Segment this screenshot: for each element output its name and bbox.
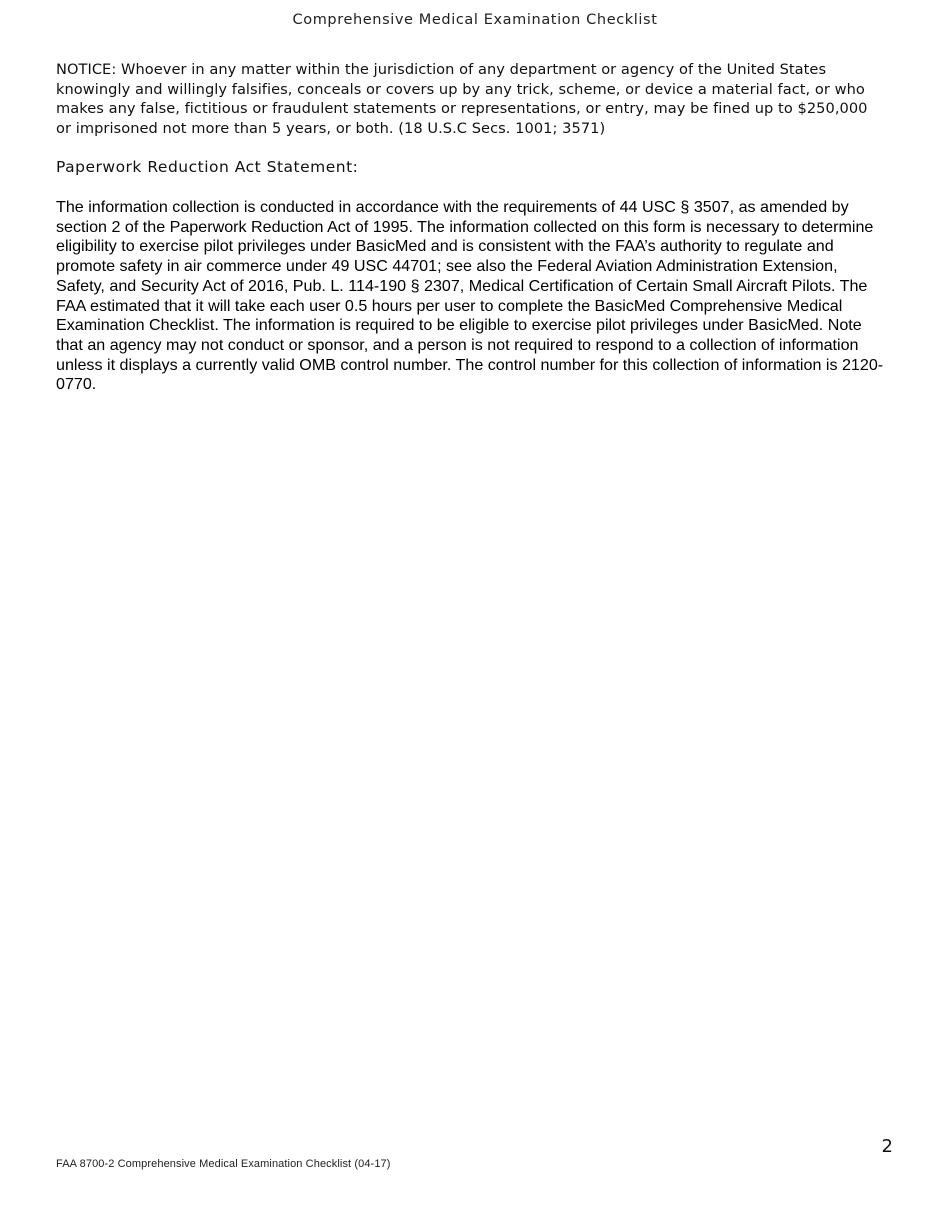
page-number: 2 [881,1136,893,1157]
paperwork-reduction-heading: Paperwork Reduction Act Statement: [56,158,359,176]
page-header-title: Comprehensive Medical Examination Checklist [292,12,658,28]
notice-paragraph: NOTICE: Whoever in any matter within the jurisdiction of any department or agency of the United States knowingly and willingly falsifies, conceals or covers up by any trick, scheme, or device a material fact, or who makes any false, fictitious or fraudulent statements or representations, or entry, may be fined up to $250,000 or imprisoned not more than 5 years, or both. (18 U.S.C Secs. 1001; 3571) [56,61,868,138]
paperwork-reduction-statement: The information collection is conducted in accordance with the requirements of 44 USC § 3507, as amended by section 2 of the Paperwork Reduction Act of 1995. The information collected on this form is necessary to determine eligibility to exercise pilot privileges under BasicMed and is consistent with the FAA’s authority to regulate and promote safety in air commerce under 49 USC 44701; see also the Federal Aviation Administration Extension, Safety, and Security Act of 2016, Pub. L. 114-190 § 2307, Medical Certification of Certain Small Aircraft Pilots. The FAA estimated that it will take each user 0.5 hours per user to complete the BasicMed Comprehensive Medical Examination Checklist. The information is required to be eligible to exercise pilot privileges under BasicMed. Note that an agency may not conduct or sponsor, and a person is not required to respond to a collection of information unless it displays a currently valid OMB control number. The control number for this collection of information is 2120-0770. [56,198,884,394]
form-footer-id: FAA 8700-2 Comprehensive Medical Examination Checklist (04-17) [56,1158,391,1170]
